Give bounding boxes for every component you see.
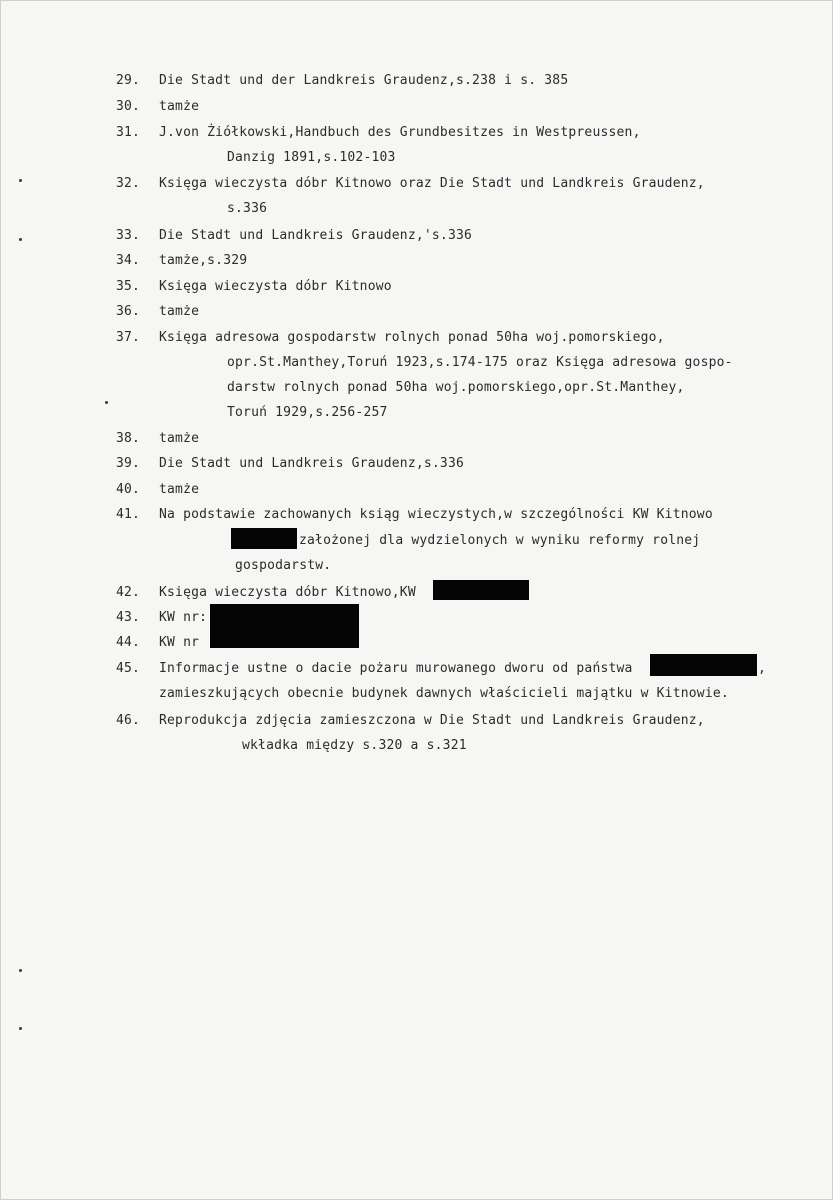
footnote-number: 41.: [116, 507, 141, 522]
footnote-text-continued: założonej dla wydzielonych w wyniku reformy rolnej: [299, 533, 701, 548]
footnote-number: 44.: [116, 635, 141, 650]
scan-speck: [19, 1027, 22, 1030]
footnote-text: Księga adresowa gospodarstw rolnych ponad 50ha woj.pomorskiego,: [159, 330, 665, 345]
footnote-text: Die Stadt und Landkreis Graudenz,'s.336: [159, 228, 473, 243]
footnote-number: 46.: [116, 713, 141, 728]
footnote-text-continued: Danzig 1891,s.102-103: [227, 150, 396, 165]
footnote-number: 34.: [116, 253, 141, 268]
footnote-text: tamże: [159, 482, 200, 497]
scan-speck: [19, 969, 22, 972]
footnote-text: Reprodukcja zdjęcia zamieszczona w Die Stadt und Landkreis Graudenz,: [159, 713, 705, 728]
footnote-text: Na podstawie zachowanych ksiąg wieczystych,w szczególności KW Kitnowo: [159, 507, 713, 522]
footnote-comma: ,: [758, 661, 767, 676]
footnote-text: Księga wieczysta dóbr Kitnowo oraz Die Stadt und Landkreis Graudenz,: [159, 176, 705, 191]
footnote-number: 40.: [116, 482, 141, 497]
footnote-text-continued: Toruń 1929,s.256-257: [227, 405, 388, 420]
redaction-bar: [210, 604, 359, 648]
footnote-text-continued: opr.St.Manthey,Toruń 1923,s.174-175 oraz Księga adresowa gospo-: [227, 355, 733, 370]
scan-speck: [19, 238, 22, 241]
footnote-number: 33.: [116, 228, 141, 243]
footnote-number: 35.: [116, 279, 141, 294]
footnote-number: 32.: [116, 176, 141, 191]
footnote-text: Księga wieczysta dóbr Kitnowo: [159, 279, 392, 294]
footnote-text-continued: darstw rolnych ponad 50ha woj.pomorskiego,opr.St.Manthey,: [227, 380, 685, 395]
redaction-bar: [433, 580, 529, 600]
footnote-text: Die Stadt und Landkreis Graudenz,s.336: [159, 456, 465, 471]
footnote-text: tamże: [159, 99, 200, 114]
footnote-number: 37.: [116, 330, 141, 345]
footnote-text-continued: s.336: [227, 201, 268, 216]
scan-speck: [105, 401, 108, 404]
footnote-number: 43.: [116, 610, 141, 625]
footnote-text: tamże,s.329: [159, 253, 248, 268]
footnote-number: 31.: [116, 125, 141, 140]
footnote-number: 38.: [116, 431, 141, 446]
footnote-number: 42.: [116, 585, 141, 600]
footnote-number: 39.: [116, 456, 141, 471]
redaction-bar: [650, 654, 757, 676]
footnote-text-continued: gospodarstw.: [235, 558, 332, 573]
footnote-text: tamże: [159, 304, 200, 319]
footnote-text-continued: wkładka między s.320 a s.321: [242, 738, 467, 753]
footnote-text: Die Stadt und der Landkreis Graudenz,s.238 i s. 385: [159, 73, 569, 88]
footnote-text-continued: zamieszkujących obecnie budynek dawnych właścicieli majątku w Kitnowie.: [159, 686, 729, 701]
footnote-number: 45.: [116, 661, 141, 676]
footnote-number: 30.: [116, 99, 141, 114]
footnote-number: 29.: [116, 73, 141, 88]
redaction-bar: [231, 528, 297, 549]
footnote-text: KW nr:: [159, 610, 208, 625]
scan-speck: [19, 179, 22, 182]
footnote-number: 36.: [116, 304, 141, 319]
footnote-text: J.von Żiółkowski,Handbuch des Grundbesitzes in Westpreussen,: [159, 125, 641, 140]
footnote-text: Księga wieczysta dóbr Kitnowo,KW: [159, 585, 416, 600]
footnote-text: KW nr: [159, 635, 200, 650]
footnote-text: tamże: [159, 431, 200, 446]
footnote-text: Informacje ustne o dacie pożaru murowanego dworu od państwa: [159, 661, 633, 676]
